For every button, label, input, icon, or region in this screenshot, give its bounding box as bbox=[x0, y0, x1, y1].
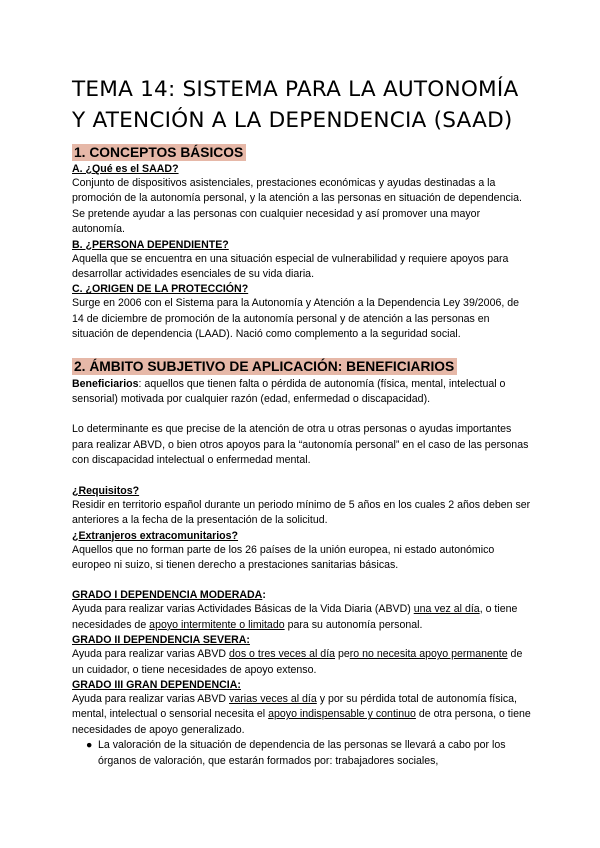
subheading-origen-proteccion: C. ¿ORIGEN DE LA PROTECCIÓN? bbox=[72, 283, 249, 296]
subheading-grado-1 bbox=[72, 588, 532, 602]
section-heading: 2. ÁMBITO SUBJETIVO DE APLICACIÓN: BENEFICIARIOS bbox=[72, 358, 457, 375]
subheading-que-es-saad: A. ¿Qué es el SAAD? bbox=[72, 163, 179, 175]
paragraph-que-es-saad: Conjunto de dispositivos asistenciales, prestaciones económicas y ayudas destinadas a la promoción de la autonomía personal, y la atención a las personas en situación de dependencia. Se pretende ayudar a las personas con cualquier necesidad y así promover una mayor autonomía. bbox=[72, 177, 522, 236]
text-run: Ayuda para realizar varias ABVD bbox=[72, 692, 230, 705]
spacer bbox=[72, 573, 532, 588]
grado-1-label: GRADO I DEPENDENCIA MODERADA bbox=[72, 589, 263, 602]
text-run: pe bbox=[335, 648, 350, 661]
paragraph-grado-2 bbox=[72, 647, 532, 678]
text-run: , o tiene necesidades de bbox=[72, 603, 518, 631]
paragraph-determinante: Lo determinante es que precise de la atención de otra u otras personas o ayudas importantes para realizar ABVD, o bien otros apoyos para la “autonomía personal” en el caso de las personas con discapacidad intelectual o enfermedad mental. bbox=[72, 423, 529, 467]
underlined-run: una vez al día bbox=[413, 603, 480, 616]
underlined-run: apoyo intermitente o limitado bbox=[149, 618, 285, 631]
paragraph-requisitos: Residir en territorio español durante un periodo mínimo de 5 años en los cuales 2 años deben ser anteriores a la fecha de la presentación de la solicitud. bbox=[72, 498, 531, 527]
bullet-icon: ● bbox=[86, 739, 93, 752]
paragraph-origen-proteccion: Surge en 2006 con el Sistema para la Autonomía y Atención a la Dependencia Ley 39/2006, de 14 de diciembre de promoción de la autonomía personal y de atención a las personas en situación de dependencia (LAAD). Nació como complemento a la seguridad social. bbox=[72, 297, 520, 341]
subheading-grado-2: GRADO II DEPENDENCIA SEVERA: bbox=[72, 634, 250, 647]
title-line-2: Y ATENCIÓN A LA DEPENDENCIA (SAAD) bbox=[72, 108, 513, 133]
bullet-list bbox=[72, 738, 532, 769]
underlined-run: dos o tres veces al día bbox=[229, 648, 336, 661]
underlined-run: apoyo indispensable y continuo bbox=[268, 708, 416, 721]
subheading-grado-3: GRADO III GRAN DEPENDENCIA: bbox=[72, 678, 241, 691]
section-heading: 1. CONCEPTOS BÁSICOS bbox=[72, 144, 246, 161]
paragraph-grado-3 bbox=[72, 692, 532, 738]
section-ambito-subjetivo bbox=[72, 343, 532, 769]
spacer bbox=[72, 469, 532, 484]
grado-1-colon: : bbox=[262, 589, 266, 602]
text-run: Ayuda para realizar varias ABVD bbox=[72, 648, 230, 661]
text-run: y por su pérdida total de autonomía física, mental, intelectual o sensorial necesita el bbox=[72, 692, 518, 721]
list-item bbox=[72, 738, 532, 769]
beneficiarios-text: : aquellos que tienen falta o pérdida de autonomía (física, mental, intelectual o sensorial) motivada por cualquier razón (edad, enfermedad o discapacidad). bbox=[72, 377, 506, 406]
subheading-persona-dependiente: B. ¿PERSONA DEPENDIENTE? bbox=[72, 238, 229, 251]
text-run: Ayuda para realizar varias Actividades Básicas de la Vida Diaria (ABVD) bbox=[72, 603, 414, 616]
paragraph-beneficiarios bbox=[72, 377, 532, 408]
underlined-run: ro no necesita apoyo permanente bbox=[349, 648, 508, 661]
title-line-1: TEMA 14: SISTEMA PARA LA AUTONOMÍA bbox=[72, 77, 519, 102]
list-item-text: La valoración de la situación de dependencia de las personas se llevará a cabo por los órganos de valoración, que estarán formados por: trabajadores sociales, bbox=[98, 739, 506, 767]
text-run: de un cuidador, o tiene necesidades de apoyo extenso. bbox=[72, 648, 523, 676]
text-run: para su autonomía personal. bbox=[284, 618, 423, 631]
spacer bbox=[72, 407, 532, 422]
underlined-run: varias veces al día bbox=[229, 692, 317, 705]
beneficiarios-label: Beneficiarios bbox=[72, 377, 139, 390]
section-conceptos-basicos bbox=[72, 144, 532, 343]
paragraph-grado-1 bbox=[72, 602, 532, 633]
paragraph-extranjeros: Aquellos que no forman parte de los 26 países de la unión europea, ni estado autonómico europeo ni suizo, si tienen derecho a prestaciones sanitarias básicas. bbox=[72, 543, 495, 571]
document-content bbox=[72, 74, 532, 769]
page-title bbox=[72, 74, 532, 136]
subheading-extranjeros: ¿Extranjeros extracomunitarios? bbox=[72, 529, 239, 542]
text-run: de otra persona, o tiene necesidades de apoyo generalizado. bbox=[72, 708, 531, 736]
paragraph-persona-dependiente: Aquella que se encuentra en una situación especial de vulnerabilidad y requiere apoyos para desarrollar actividades esenciales de su vida diaria. bbox=[72, 252, 509, 281]
subheading-requisitos: ¿Requisitos? bbox=[72, 484, 140, 497]
